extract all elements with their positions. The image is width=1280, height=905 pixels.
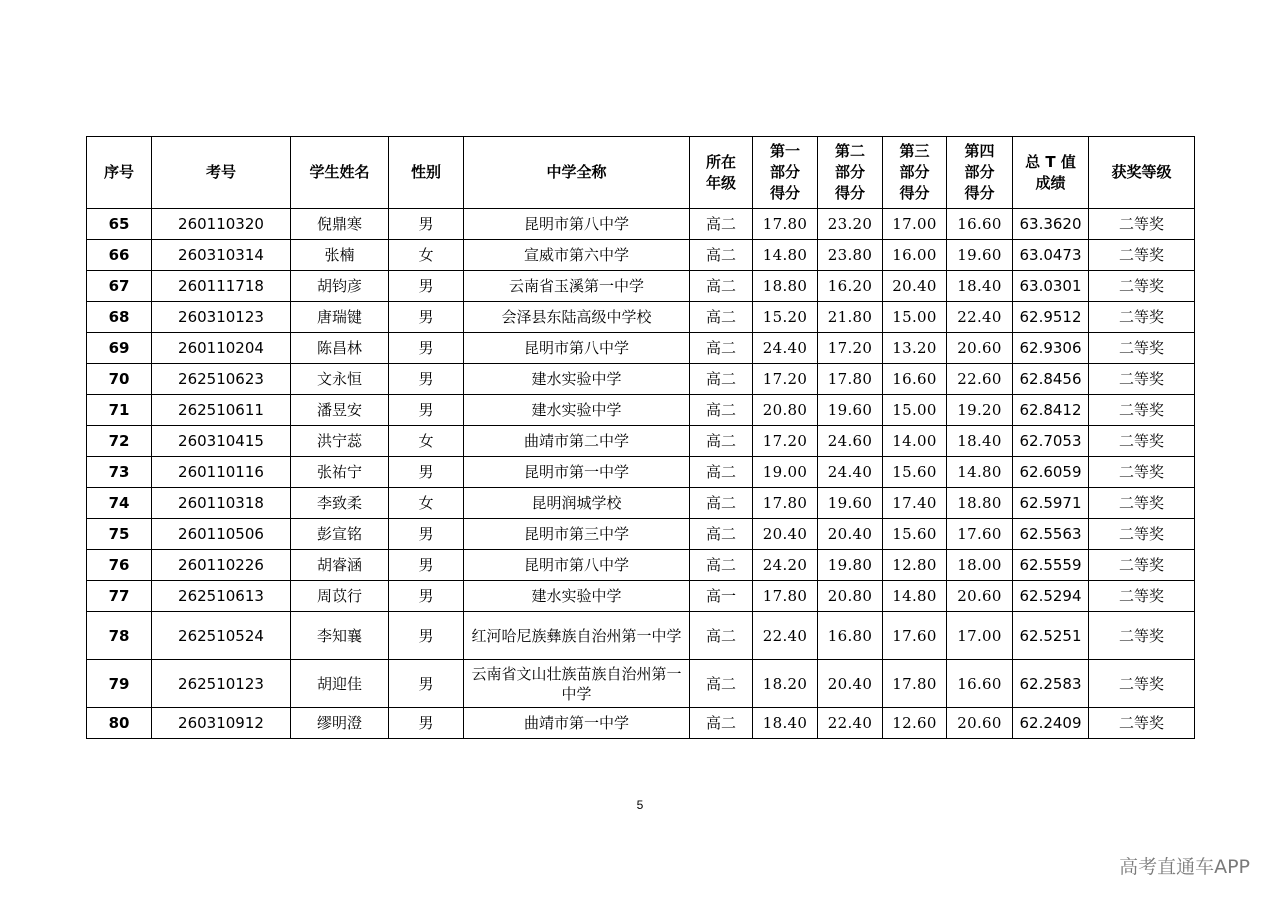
- cell-serial-no: 75: [87, 519, 152, 550]
- cell-part3-score: 15.00: [883, 395, 947, 426]
- cell-student-name: 周苡行: [291, 581, 389, 612]
- cell-award-level: 二等奖: [1089, 333, 1195, 364]
- table-row: [87, 488, 1195, 519]
- table-row: [87, 660, 1195, 708]
- cell-part3-score: 17.80: [883, 660, 947, 708]
- cell-grade: 高二: [690, 209, 753, 240]
- cell-school-name: 云南省文山壮族苗族自治州第一中学: [464, 660, 690, 708]
- cell-part2-score: 23.20: [818, 209, 883, 240]
- cell-exam-no: 260310123: [152, 302, 291, 333]
- cell-part2-score: 20.80: [818, 581, 883, 612]
- table-row: [87, 333, 1195, 364]
- cell-part1-score: 24.40: [753, 333, 818, 364]
- cell-part2-score: 19.60: [818, 395, 883, 426]
- cell-gender: 男: [389, 271, 464, 302]
- cell-student-name: 张楠: [291, 240, 389, 271]
- cell-part3-score: 15.00: [883, 302, 947, 333]
- watermark: 高考直通车APP: [1119, 856, 1250, 878]
- cell-student-name: 彭宣铭: [291, 519, 389, 550]
- cell-grade: 高二: [690, 457, 753, 488]
- cell-award-level: 二等奖: [1089, 581, 1195, 612]
- cell-part2-score: 17.80: [818, 364, 883, 395]
- cell-part4-score: 20.60: [947, 708, 1013, 739]
- cell-part3-score: 14.00: [883, 426, 947, 457]
- cell-award-level: 二等奖: [1089, 426, 1195, 457]
- cell-part3-score: 20.40: [883, 271, 947, 302]
- cell-part3-score: 13.20: [883, 333, 947, 364]
- cell-total-t-score: 62.2409: [1013, 708, 1089, 739]
- cell-grade: 高二: [690, 660, 753, 708]
- cell-part1-score: 20.40: [753, 519, 818, 550]
- cell-award-level: 二等奖: [1089, 302, 1195, 333]
- cell-part2-score: 19.60: [818, 488, 883, 519]
- cell-part4-score: 18.40: [947, 426, 1013, 457]
- cell-award-level: 二等奖: [1089, 364, 1195, 395]
- cell-award-level: 二等奖: [1089, 612, 1195, 660]
- cell-grade: 高二: [690, 519, 753, 550]
- cell-gender: 男: [389, 457, 464, 488]
- cell-grade: 高二: [690, 240, 753, 271]
- cell-part4-score: 19.60: [947, 240, 1013, 271]
- cell-school-name: 昆明市第一中学: [464, 457, 690, 488]
- header-part1-score: 第一 部分 得分: [753, 137, 818, 209]
- cell-grade: 高二: [690, 550, 753, 581]
- header-serial-no: 序号: [87, 137, 152, 209]
- header-part3-score: 第三 部分 得分: [883, 137, 947, 209]
- cell-serial-no: 66: [87, 240, 152, 271]
- cell-total-t-score: 63.0473: [1013, 240, 1089, 271]
- cell-gender: 男: [389, 708, 464, 739]
- cell-part3-score: 14.80: [883, 581, 947, 612]
- cell-total-t-score: 62.5559: [1013, 550, 1089, 581]
- cell-award-level: 二等奖: [1089, 240, 1195, 271]
- cell-grade: 高二: [690, 488, 753, 519]
- cell-exam-no: 262510123: [152, 660, 291, 708]
- cell-exam-no: 260310415: [152, 426, 291, 457]
- cell-part2-score: 19.80: [818, 550, 883, 581]
- header-grade: 所在 年级: [690, 137, 753, 209]
- cell-part3-score: 16.00: [883, 240, 947, 271]
- header-exam-no: 考号: [152, 137, 291, 209]
- cell-exam-no: 260110116: [152, 457, 291, 488]
- cell-part1-score: 19.00: [753, 457, 818, 488]
- cell-exam-no: 260310912: [152, 708, 291, 739]
- header-row: [87, 137, 1195, 209]
- table-row: [87, 426, 1195, 457]
- cell-student-name: 陈昌林: [291, 333, 389, 364]
- cell-total-t-score: 62.8456: [1013, 364, 1089, 395]
- cell-total-t-score: 62.9512: [1013, 302, 1089, 333]
- cell-serial-no: 78: [87, 612, 152, 660]
- table-row: [87, 612, 1195, 660]
- cell-school-name: 会泽县东陆高级中学校: [464, 302, 690, 333]
- table-row: [87, 708, 1195, 739]
- cell-gender: 男: [389, 612, 464, 660]
- cell-serial-no: 74: [87, 488, 152, 519]
- cell-student-name: 李致柔: [291, 488, 389, 519]
- cell-part4-score: 17.60: [947, 519, 1013, 550]
- header-part4-score: 第四 部分 得分: [947, 137, 1013, 209]
- cell-part4-score: 17.00: [947, 612, 1013, 660]
- cell-grade: 高二: [690, 333, 753, 364]
- cell-part2-score: 22.40: [818, 708, 883, 739]
- cell-student-name: 文永恒: [291, 364, 389, 395]
- cell-student-name: 胡睿涵: [291, 550, 389, 581]
- cell-grade: 高二: [690, 708, 753, 739]
- cell-school-name: 昆明市第八中学: [464, 333, 690, 364]
- cell-gender: 男: [389, 395, 464, 426]
- cell-school-name: 宣威市第六中学: [464, 240, 690, 271]
- cell-total-t-score: 62.5251: [1013, 612, 1089, 660]
- cell-part1-score: 22.40: [753, 612, 818, 660]
- header-student-name: 学生姓名: [291, 137, 389, 209]
- cell-student-name: 胡钧彦: [291, 271, 389, 302]
- cell-part4-score: 16.60: [947, 660, 1013, 708]
- cell-student-name: 唐瑞键: [291, 302, 389, 333]
- cell-total-t-score: 62.9306: [1013, 333, 1089, 364]
- cell-award-level: 二等奖: [1089, 488, 1195, 519]
- cell-exam-no: 260110318: [152, 488, 291, 519]
- cell-part4-score: 18.80: [947, 488, 1013, 519]
- header-award-level: 获奖等级: [1089, 137, 1195, 209]
- cell-part2-score: 23.80: [818, 240, 883, 271]
- cell-part3-score: 16.60: [883, 364, 947, 395]
- cell-serial-no: 79: [87, 660, 152, 708]
- cell-gender: 男: [389, 333, 464, 364]
- cell-part2-score: 24.60: [818, 426, 883, 457]
- cell-award-level: 二等奖: [1089, 660, 1195, 708]
- cell-serial-no: 76: [87, 550, 152, 581]
- cell-serial-no: 69: [87, 333, 152, 364]
- cell-student-name: 缪明澄: [291, 708, 389, 739]
- cell-part1-score: 18.40: [753, 708, 818, 739]
- cell-part1-score: 17.80: [753, 209, 818, 240]
- header-school-name: 中学全称: [464, 137, 690, 209]
- cell-gender: 男: [389, 519, 464, 550]
- cell-exam-no: 262510524: [152, 612, 291, 660]
- table-row: [87, 364, 1195, 395]
- cell-part2-score: 21.80: [818, 302, 883, 333]
- cell-part3-score: 17.00: [883, 209, 947, 240]
- cell-school-name: 昆明市第八中学: [464, 550, 690, 581]
- cell-award-level: 二等奖: [1089, 209, 1195, 240]
- cell-serial-no: 68: [87, 302, 152, 333]
- cell-part1-score: 17.20: [753, 364, 818, 395]
- table-row: [87, 209, 1195, 240]
- cell-school-name: 昆明市第三中学: [464, 519, 690, 550]
- cell-student-name: 倪鼎寒: [291, 209, 389, 240]
- cell-total-t-score: 62.7053: [1013, 426, 1089, 457]
- table-body: [87, 209, 1195, 739]
- cell-serial-no: 72: [87, 426, 152, 457]
- cell-exam-no: 262510611: [152, 395, 291, 426]
- cell-total-t-score: 62.5971: [1013, 488, 1089, 519]
- cell-award-level: 二等奖: [1089, 271, 1195, 302]
- cell-part4-score: 22.40: [947, 302, 1013, 333]
- cell-grade: 高一: [690, 581, 753, 612]
- cell-gender: 男: [389, 581, 464, 612]
- cell-school-name: 红河哈尼族彝族自治州第一中学: [464, 612, 690, 660]
- cell-total-t-score: 62.2583: [1013, 660, 1089, 708]
- cell-part4-score: 14.80: [947, 457, 1013, 488]
- cell-school-name: 曲靖市第一中学: [464, 708, 690, 739]
- cell-student-name: 李知襄: [291, 612, 389, 660]
- header-part2-score: 第二 部分 得分: [818, 137, 883, 209]
- cell-part2-score: 20.40: [818, 519, 883, 550]
- cell-gender: 女: [389, 426, 464, 457]
- cell-award-level: 二等奖: [1089, 550, 1195, 581]
- cell-award-level: 二等奖: [1089, 395, 1195, 426]
- cell-gender: 男: [389, 550, 464, 581]
- cell-grade: 高二: [690, 364, 753, 395]
- cell-serial-no: 67: [87, 271, 152, 302]
- table-row: [87, 395, 1195, 426]
- cell-student-name: 胡迎佳: [291, 660, 389, 708]
- table-row: [87, 457, 1195, 488]
- cell-exam-no: 262510623: [152, 364, 291, 395]
- cell-school-name: 曲靖市第二中学: [464, 426, 690, 457]
- table-row: [87, 271, 1195, 302]
- cell-exam-no: 262510613: [152, 581, 291, 612]
- cell-serial-no: 71: [87, 395, 152, 426]
- cell-total-t-score: 62.8412: [1013, 395, 1089, 426]
- cell-serial-no: 73: [87, 457, 152, 488]
- cell-part4-score: 16.60: [947, 209, 1013, 240]
- page-number: 5: [636, 798, 644, 812]
- cell-grade: 高二: [690, 395, 753, 426]
- cell-total-t-score: 62.6059: [1013, 457, 1089, 488]
- cell-part3-score: 12.60: [883, 708, 947, 739]
- cell-total-t-score: 63.3620: [1013, 209, 1089, 240]
- cell-total-t-score: 62.5294: [1013, 581, 1089, 612]
- table-row: [87, 581, 1195, 612]
- cell-part1-score: 17.80: [753, 581, 818, 612]
- cell-student-name: 洪宁蕊: [291, 426, 389, 457]
- cell-award-level: 二等奖: [1089, 519, 1195, 550]
- cell-student-name: 张祐宁: [291, 457, 389, 488]
- cell-part2-score: 16.20: [818, 271, 883, 302]
- cell-grade: 高二: [690, 302, 753, 333]
- cell-part2-score: 24.40: [818, 457, 883, 488]
- cell-part4-score: 18.40: [947, 271, 1013, 302]
- cell-part3-score: 17.40: [883, 488, 947, 519]
- cell-part3-score: 15.60: [883, 457, 947, 488]
- cell-part1-score: 15.20: [753, 302, 818, 333]
- results-table: [86, 136, 1195, 739]
- table-row: [87, 550, 1195, 581]
- cell-part3-score: 17.60: [883, 612, 947, 660]
- cell-serial-no: 80: [87, 708, 152, 739]
- cell-gender: 女: [389, 240, 464, 271]
- cell-award-level: 二等奖: [1089, 708, 1195, 739]
- cell-exam-no: 260110204: [152, 333, 291, 364]
- cell-part4-score: 19.20: [947, 395, 1013, 426]
- cell-gender: 男: [389, 302, 464, 333]
- cell-school-name: 云南省玉溪第一中学: [464, 271, 690, 302]
- cell-exam-no: 260110226: [152, 550, 291, 581]
- table-row: [87, 519, 1195, 550]
- header-gender: 性别: [389, 137, 464, 209]
- cell-gender: 男: [389, 660, 464, 708]
- cell-part1-score: 20.80: [753, 395, 818, 426]
- cell-exam-no: 260110320: [152, 209, 291, 240]
- cell-part2-score: 17.20: [818, 333, 883, 364]
- cell-part2-score: 20.40: [818, 660, 883, 708]
- cell-part1-score: 17.20: [753, 426, 818, 457]
- cell-part3-score: 15.60: [883, 519, 947, 550]
- cell-part4-score: 18.00: [947, 550, 1013, 581]
- cell-award-level: 二等奖: [1089, 457, 1195, 488]
- cell-grade: 高二: [690, 271, 753, 302]
- header-total-t-score: 总 T 值 成绩: [1013, 137, 1089, 209]
- cell-part4-score: 20.60: [947, 581, 1013, 612]
- cell-school-name: 昆明市第八中学: [464, 209, 690, 240]
- table-row: [87, 240, 1195, 271]
- cell-part3-score: 12.80: [883, 550, 947, 581]
- cell-total-t-score: 62.5563: [1013, 519, 1089, 550]
- cell-part4-score: 22.60: [947, 364, 1013, 395]
- cell-gender: 女: [389, 488, 464, 519]
- cell-school-name: 建水实验中学: [464, 364, 690, 395]
- cell-exam-no: 260111718: [152, 271, 291, 302]
- cell-gender: 男: [389, 209, 464, 240]
- cell-part1-score: 24.20: [753, 550, 818, 581]
- table-row: [87, 302, 1195, 333]
- cell-serial-no: 70: [87, 364, 152, 395]
- cell-school-name: 昆明润城学校: [464, 488, 690, 519]
- cell-part1-score: 14.80: [753, 240, 818, 271]
- cell-part4-score: 20.60: [947, 333, 1013, 364]
- cell-exam-no: 260310314: [152, 240, 291, 271]
- cell-school-name: 建水实验中学: [464, 581, 690, 612]
- cell-part2-score: 16.80: [818, 612, 883, 660]
- cell-grade: 高二: [690, 426, 753, 457]
- cell-grade: 高二: [690, 612, 753, 660]
- cell-part1-score: 17.80: [753, 488, 818, 519]
- cell-part1-score: 18.20: [753, 660, 818, 708]
- cell-exam-no: 260110506: [152, 519, 291, 550]
- cell-school-name: 建水实验中学: [464, 395, 690, 426]
- cell-total-t-score: 63.0301: [1013, 271, 1089, 302]
- cell-serial-no: 77: [87, 581, 152, 612]
- cell-serial-no: 65: [87, 209, 152, 240]
- cell-part1-score: 18.80: [753, 271, 818, 302]
- cell-student-name: 潘昱安: [291, 395, 389, 426]
- cell-gender: 男: [389, 364, 464, 395]
